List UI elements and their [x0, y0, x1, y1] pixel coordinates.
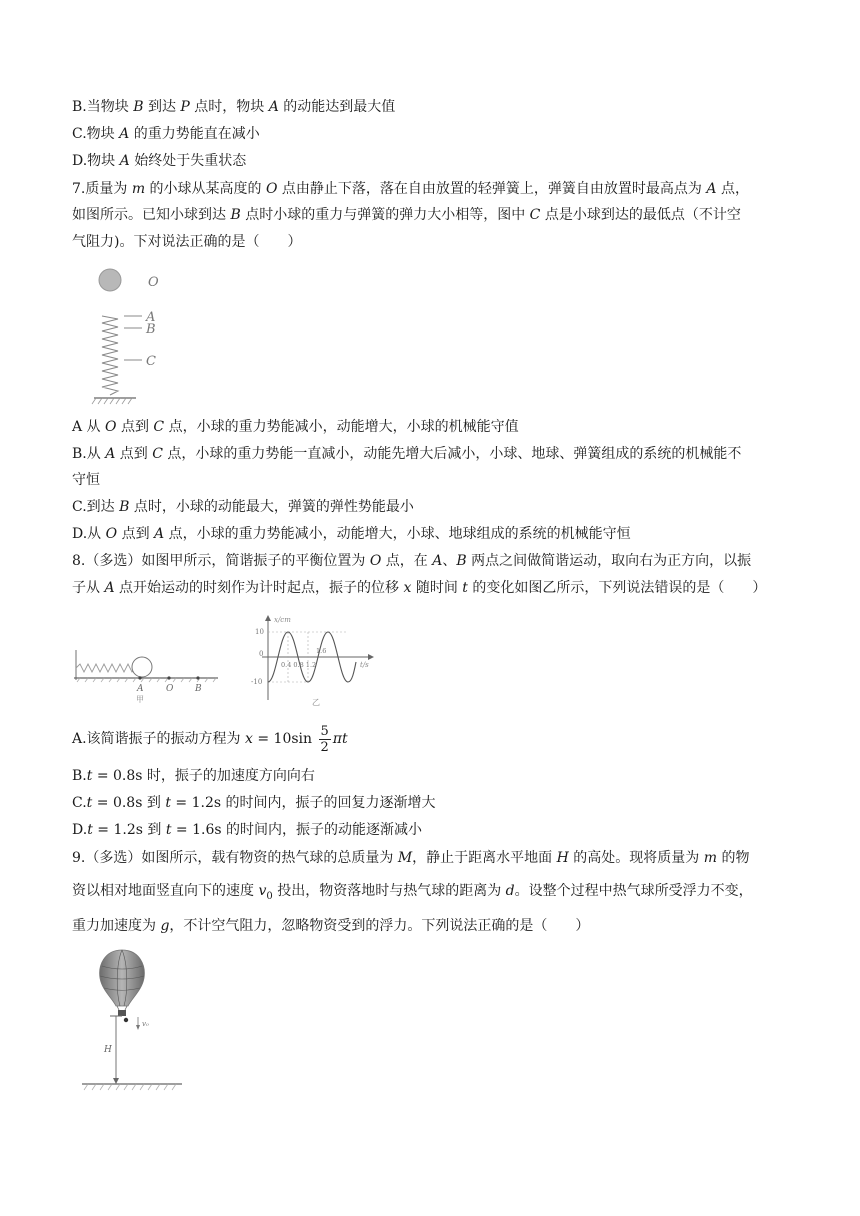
y-max-label: 10 [255, 628, 264, 636]
supply-package-icon [124, 1018, 128, 1022]
spring-icon [102, 316, 118, 395]
y-min-label: -10 [251, 678, 263, 686]
balloon-icon [100, 950, 145, 1006]
q8-caption-jia: 甲 [136, 695, 144, 704]
q7-label-o: O [148, 275, 159, 290]
q7-stem-line1: 7.质量为 m 的小球从某高度的 O 点由静止下落，落在自由放置的轻弹簧上，弹簧自由放置时最高点为 A 点， [72, 181, 749, 197]
q9-balloon-figure [78, 944, 190, 1094]
q8-label-o: O [166, 684, 174, 694]
basket-icon [118, 1010, 126, 1016]
q9-label-v0: v₀ [142, 1020, 149, 1028]
q7-label-b: B [146, 322, 156, 337]
q6-option-c: C.物块 A 的重力势能直在减小 [72, 126, 260, 142]
q8-option-c: C.t = 0.8s 到 t = 1.2s 的时间内，振子的回复力逐渐增大 [72, 795, 436, 811]
q7-option-d: D.从 O 点到 A 点，小球的重力势能减小，动能增大，小球、地球组成的系统的机械能守恒 [72, 526, 631, 542]
ball-icon [99, 269, 121, 291]
origin-label: 0 [259, 650, 264, 658]
q8-caption-yi: 乙 [312, 698, 320, 707]
spring-icon [76, 664, 136, 672]
fraction-five-halves: $\frac{5}{2}$ [320, 723, 329, 755]
q9-stem-line3: 重力加速度为 g，不计空气阻力，忽略物资受到的浮力。下列说法正确的是（ ） [72, 918, 590, 934]
q8-displacement-graph [244, 612, 380, 708]
x-tick-16-label: 1.6 [316, 647, 327, 655]
q7-option-a: A 从 O 点到 C 点，小球的重力势能减小，动能增大，小球的机械能守值 [72, 419, 519, 435]
q7-spring-figure [88, 264, 178, 410]
q8-option-b: B.t = 0.8s 时，振子的加速度方向向右 [72, 768, 315, 784]
q8-option-d: D.t = 1.2s 到 t = 1.6s 的时间内，振子的动能逐渐减小 [72, 822, 423, 838]
q7-option-b-line1: B.从 A 点到 C 点，小球的重力势能一直减小，动能先增大后减小，小球、地球、弹簧组成的系统的机械能不 [72, 446, 742, 462]
q8-label-a: A [137, 684, 144, 694]
q8-stem-line2: 子从 A 点开始运动的时刻作为计时起点，振子的位移 x 随时间 t 的变化如图乙所示，下列说法错误的是（ ） [72, 580, 767, 596]
q8-stem-line1: 8.（多选）如图甲所示，简谐振子的平衡位置为 O 点，在 A、B 两点之间做简谐运动，取向右为正方向，以振 [72, 553, 752, 569]
q7-label-c: C [146, 354, 156, 369]
x-axis-label: t/s [360, 661, 369, 669]
q6-option-d: D.物块 A 始终处于失重状态 [72, 153, 247, 169]
q7-option-b-line2: 守恒 [72, 472, 100, 488]
q9-label-h: H [104, 1045, 112, 1055]
q7-label-a: A [146, 310, 156, 325]
oscillator-ball-icon [132, 657, 152, 677]
q7-stem-line3: 气阻力)。下对说法正确的是（ ） [72, 234, 302, 250]
q8-option-a: A.该简谐振子的振动方程为 x = 10sin $\frac{5}{2}$ πt [72, 723, 348, 755]
q9-stem-line2: 资以相对地面竖直向下的速度 $v_0$ 投出，物资落地时与热气球的距离为 d。设整个过程中热气球所受浮力不变， [72, 883, 753, 902]
y-axis-label: x/cm [274, 616, 291, 624]
q8-label-b: B [195, 684, 202, 694]
x-ticks-label: 0.4 0.8 1.2 [281, 661, 317, 669]
q8-oscillator-figure [72, 640, 222, 704]
q9-stem-line1: 9.（多选）如图所示，载有物资的热气球的总质量为 M，静止于距离水平地面 H 的高处。现将质量为 m 的物 [72, 850, 750, 866]
q6-option-b: B.当物块 B 到达 P 点时，物块 A 的动能达到最大值 [72, 99, 396, 115]
q7-stem-line2: 如图所示。已知小球到达 B 点时小球的重力与弹簧的弹力大小相等，图中 C 点是小球到达的最低点（不计空 [72, 207, 741, 223]
q7-option-c: C.到达 B 点时，小球的动能最大，弹簧的弹性势能最小 [72, 499, 414, 515]
